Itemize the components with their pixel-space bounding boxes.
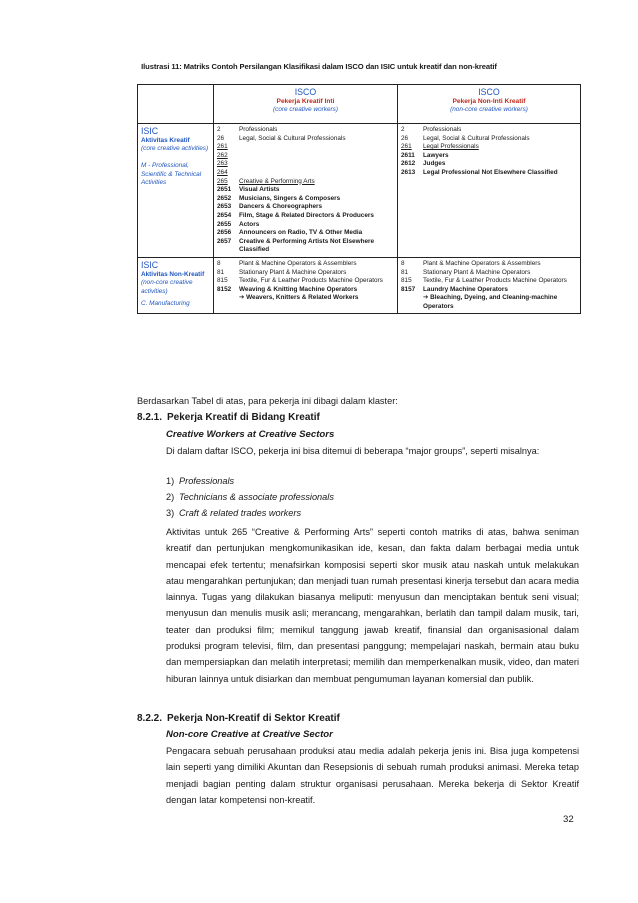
code: 262 — [217, 151, 228, 159]
paragraph: Pengacara sebuah perusahaan produksi atau media adalah pekerja jenis ini. Bisa juga kompetensi lain seperti yang dimiliki Akuntan dan Resepsionis di sebuah rumah produksi animasi. Mereka tetap menjadi bagian penting dalam struktur organisasi perusahaan. Mereka bekerja di Sektor Kreatif dengan latar kompetensi non-kreatif. — [166, 746, 579, 805]
code: 2657 — [217, 237, 232, 245]
code: 2652 — [217, 194, 232, 202]
code: 2 — [217, 126, 221, 133]
code: 81 — [401, 268, 409, 276]
code: 8 — [217, 259, 221, 267]
isco-noncore-header — [398, 85, 581, 124]
code-row — [217, 126, 394, 135]
code-desc: Legal, Social & Cultural Professionals — [423, 134, 530, 142]
code-desc — [239, 152, 394, 161]
code — [401, 294, 423, 311]
code: 2651 — [217, 186, 232, 194]
code — [217, 294, 239, 303]
noncreative-noncore-cell — [398, 257, 581, 314]
code-row — [401, 269, 577, 278]
figure-title: Ilustrasi 11: Matriks Contoh Persilangan Klasifikasi dalam ISCO dan ISIC untuk kreatif dan non-kreatif — [141, 62, 497, 71]
isic-creative-label — [138, 124, 214, 258]
isco-core-header — [214, 85, 398, 124]
code: 2653 — [217, 203, 232, 211]
code: 264 — [217, 168, 228, 176]
code-desc: Laundry Machine Operators — [423, 285, 508, 293]
matrix-corner-cell — [138, 85, 214, 124]
intro-text: Berdasarkan Tabel di atas, para pekerja ini dibagi dalam klaster: — [137, 396, 398, 406]
code-row — [401, 152, 577, 161]
paragraph: Aktivitas untuk 265 “Creative & Performing Arts” seperti contoh matriks di atas, bahwa seniman kreatif dan pertunjukan mengkomunikasikan ide, kesan, dan fakta dalam berbagai media untuk mencapai efek tertentu; menafsirkan komposisi seperti skor musik atau naskah untuk melakukan atau mengarahkan pertunjukan; dan menjadi tuan rumah presentasi kinerja tersebut dan acara media lainnya. Tugas yang dilakukan biasanya meliputi: menyusun dan menciptakan bentuk seni visual; menyusun dan menulis musik asli; merancang, mengarahkan, berlatih dan tampil dalam musik, tari, teater dan produksi film; memikul tanggung jawab kreatif, finansial dan organisasional dalam produksi program televisi, film, dan presentasi panggung; mempelajari naskah, bermain atau buku dan mempersiapkan dan melatih interpretasi; memilih dan memperkenalkan musik, video, dan materi hiburan lainnya untuk disiarkan dan membuat pengumuman layanan komersial dan publik. — [166, 527, 579, 684]
code-desc: Weaving & Knitting Machine Operators — [239, 285, 358, 293]
isic-noncreative-title: ISIC — [141, 259, 159, 270]
list-number: 2) — [166, 492, 175, 502]
code-desc: Film, Stage & Related Directors & Producers — [239, 211, 374, 219]
section-subtitle-1: Creative Workers at Creative Sectors — [166, 429, 335, 440]
section-number: 8.2.2. — [137, 713, 163, 724]
code-row — [217, 238, 394, 255]
code-row — [217, 212, 394, 221]
code-row — [217, 286, 394, 295]
section-heading-1 — [137, 412, 320, 423]
paragraph: Di dalam daftar ISCO, pekerja ini bisa ditemui di beberapa “major groups”, seperti misalnya: — [166, 446, 540, 456]
code: 261 — [217, 143, 228, 151]
code: 26 — [217, 134, 225, 142]
code: 8157 — [401, 285, 416, 293]
isic-creative-title: ISIC — [141, 126, 159, 136]
code: 8152 — [217, 285, 232, 293]
isco-noncore-name: Pekerja Non-Inti Kreatif — [452, 98, 526, 105]
creative-core-cell — [214, 124, 398, 258]
section-subtitle-2: Non-core Creative at Creative Sector — [166, 729, 333, 740]
code: 265 — [217, 177, 228, 185]
code-desc: Textile, Fur & Leather Products Machine Operators — [239, 277, 383, 285]
code-row — [217, 186, 394, 195]
code-row — [401, 294, 577, 311]
code: 2611 — [401, 151, 415, 159]
matrix-header-row — [138, 85, 581, 124]
isco-noncore-title: ISCO — [478, 87, 500, 97]
code-row — [217, 229, 394, 238]
code: 2654 — [217, 211, 232, 219]
isic-creative-section: M - Professional, Scientific & Technical Activities — [141, 162, 202, 187]
code-desc — [239, 169, 394, 178]
noncreative-core-cell — [214, 257, 398, 314]
isic-creative-name: Aktivitas Kreatif — [141, 137, 190, 144]
code-row — [217, 143, 394, 152]
code-desc: Musicians, Singers & Composers — [239, 194, 341, 202]
code-row — [401, 160, 577, 169]
list-item — [166, 508, 301, 518]
code-desc: Dancers & Choreographers — [239, 203, 323, 211]
matrix-row-creative — [138, 124, 581, 258]
isic-noncreative-label — [138, 257, 214, 314]
code-row — [217, 269, 394, 278]
list-text: Craft & related trades workers — [179, 508, 302, 518]
code-desc: Creative & Performing Artists Not Elsewhere Classified — [239, 237, 375, 254]
code-row — [401, 143, 577, 152]
code-desc — [239, 143, 394, 152]
code-row — [217, 203, 394, 212]
code-row — [217, 277, 394, 286]
code-desc: Legal, Social & Cultural Professionals — [239, 134, 346, 142]
isic-noncreative-name: Aktivitas Non-Kreatif — [141, 270, 205, 278]
code-row — [217, 135, 394, 144]
isic-noncreative-english: (non-core creative activities) — [141, 279, 193, 295]
code: 8 — [401, 259, 405, 267]
code-desc: Professionals — [239, 126, 278, 133]
code: 815 — [217, 277, 228, 285]
code-row — [217, 160, 394, 169]
isco-core-name: Pekerja Kreatif Inti — [276, 98, 335, 105]
code-row — [217, 221, 394, 230]
code: 2655 — [217, 220, 232, 228]
page-number: 32 — [563, 814, 574, 825]
code-desc: Plant & Machine Operators & Assemblers — [423, 259, 541, 267]
isic-noncreative-section: C. Manufacturing — [141, 300, 190, 308]
code-desc: Textile, Fur & Leather Products Machine Operators — [423, 277, 567, 285]
list-text: Professionals — [179, 476, 235, 486]
code-row — [401, 277, 577, 286]
code-desc: Legal Professionals — [423, 143, 479, 151]
code-desc: Stationary Plant & Machine Operators — [239, 268, 347, 276]
code-row — [401, 286, 577, 295]
code-row — [217, 260, 394, 269]
list-item — [166, 492, 334, 502]
code-row — [401, 126, 577, 135]
isic-creative-english: (core creative activities) — [141, 145, 209, 153]
code-row — [401, 260, 577, 269]
code-desc: Visual Artists — [239, 186, 280, 194]
code-desc: Plant & Machine Operators & Assemblers — [239, 259, 357, 267]
code-row — [217, 169, 394, 178]
code-desc: Legal Professional Not Elsewhere Classified — [423, 168, 558, 176]
code-desc: Actors — [239, 220, 260, 228]
code: 26 — [401, 134, 409, 142]
code: 2613 — [401, 168, 416, 176]
code-desc: Lawyers — [423, 151, 449, 159]
list-item — [166, 476, 234, 486]
isco-noncore-english: (non-core creative workers) — [450, 106, 528, 114]
code-row — [217, 195, 394, 204]
code-desc: Creative & Performing Arts — [239, 177, 315, 185]
arrow-desc: ➔ Weavers, Knitters & Related Workers — [239, 294, 359, 302]
code: 2 — [401, 126, 405, 133]
code: 263 — [217, 160, 228, 168]
section-title: Pekerja Kreatif di Bidang Kreatif — [167, 412, 320, 423]
code-desc: Professionals — [423, 126, 462, 133]
isco-core-english: (core creative workers) — [273, 106, 338, 114]
list-number: 3) — [166, 508, 175, 518]
arrow-desc: ➔ Bleaching, Dyeing, and Cleaning-machine Operators — [423, 294, 558, 310]
list-text: Technicians & associate professionals — [179, 492, 334, 502]
code: 81 — [217, 268, 225, 276]
code-row — [401, 135, 577, 144]
matrix-row-noncreative — [138, 257, 581, 314]
code-row — [401, 169, 577, 178]
creative-noncore-cell — [398, 124, 581, 258]
classification-matrix — [137, 84, 581, 314]
code-row — [217, 178, 394, 187]
code-desc: Stationary Plant & Machine Operators — [423, 268, 531, 276]
code: 261 — [401, 143, 412, 151]
code-desc: Judges — [423, 160, 446, 168]
section-title: Pekerja Non-Kreatif di Sektor Kreatif — [167, 713, 340, 724]
section-number: 8.2.1. — [137, 412, 163, 423]
isco-core-title: ISCO — [294, 87, 317, 97]
code-desc — [239, 160, 394, 169]
code-row — [217, 152, 394, 161]
code-row — [217, 294, 394, 303]
code: 815 — [401, 277, 412, 285]
section-heading-2 — [137, 713, 340, 724]
code-desc: Announcers on Radio, TV & Other Media — [239, 229, 363, 237]
code: 2612 — [401, 160, 416, 168]
code: 2656 — [217, 229, 232, 237]
list-number: 1) — [166, 476, 175, 486]
